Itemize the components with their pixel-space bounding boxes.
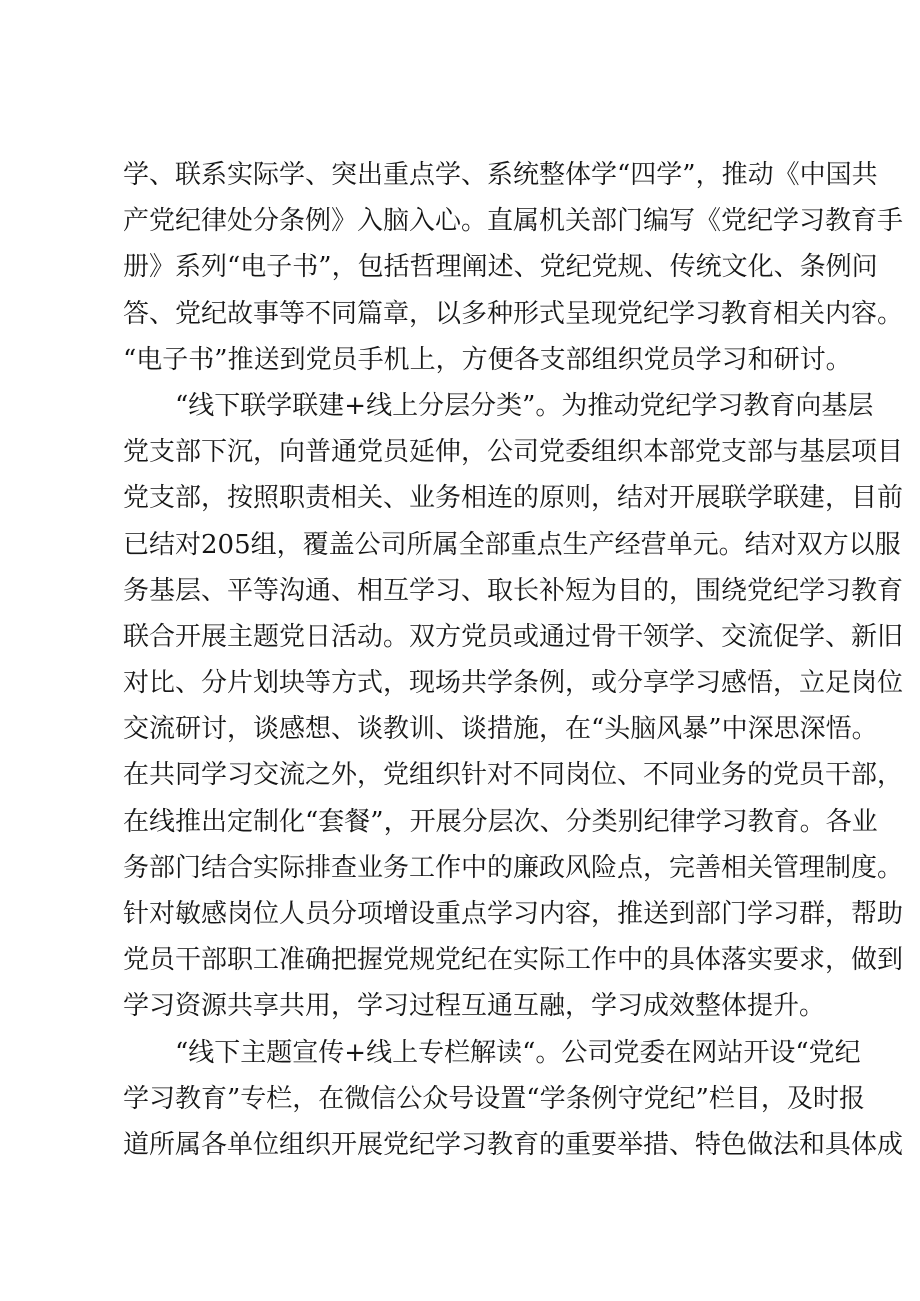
text-line: “线下联学联建+线上分层分类”。为推动党纪学习教育向基层 bbox=[175, 390, 874, 421]
text-line: 已结对205组，覆盖公司所属全部重点生产经营单元。结对双方以服 bbox=[123, 529, 901, 560]
text-line: 针对敏感岗位人员分项增设重点学习内容，推送到部门学习群，帮助 bbox=[123, 899, 904, 929]
text-line: 交流研讨，谈感想、谈教训、谈措施，在“头脑风暴”中深思深悟。 bbox=[123, 714, 878, 745]
text-line: 册》系列“电子书”，包括哲理阐述、党纪党规、传统文化、条例问 bbox=[123, 252, 878, 283]
text-line: 务基层、平等沟通、相互学习、取长补短为目的，围绕党纪学习教育 bbox=[123, 575, 904, 606]
text-line: 务部门结合实际排查业务工作中的廉政风险点，完善相关管理制度。 bbox=[123, 852, 904, 883]
document-body bbox=[123, 152, 904, 1168]
text-line: 产党纪律处分条例》入脑入心。直属机关部门编写《党纪学习教育手 bbox=[123, 206, 904, 237]
text-line: 党支部下沉，向普通党员延伸，公司党委组织本部党支部与基层项目 bbox=[123, 437, 904, 468]
text-line: “线下主题宣传+线上专栏解读“。公司党委在网站开设“党纪 bbox=[175, 1037, 861, 1068]
text-line: 在线推出定制化“套餐”，开展分层次、分类别纪律学习教育。各业 bbox=[123, 806, 878, 837]
text-line: 党支部，按照职责相关、业务相连的原则，结对开展联学联建，目前 bbox=[123, 483, 904, 514]
paragraph-2 bbox=[123, 383, 904, 1030]
text-line: 道所属各单位组织开展党纪学习教育的重要举措、特色做法和具体成 bbox=[123, 1129, 904, 1160]
text-line: 在共同学习交流之外，党组织针对不同岗位、不同业务的党员干部， bbox=[123, 760, 904, 791]
text-line: 对比、分片划块等方式，现场共学条例，或分享学习感悟，立足岗位 bbox=[123, 668, 904, 699]
paragraph-3 bbox=[123, 1030, 904, 1169]
text-line: 联合开展主题党日活动。双方党员或通过骨干领学、交流促学、新旧 bbox=[123, 621, 904, 652]
text-line: 学习教育”专栏，在微信公众号设置“学条例守党纪”栏目，及时报 bbox=[123, 1083, 865, 1114]
text-line: 答、党纪故事等不同篇章，以多种形式呈现党纪学习教育相关内容。 bbox=[123, 298, 904, 329]
text-line: 学习资源共享共用，学习过程互通互融，学习成效整体提升。 bbox=[123, 991, 826, 1022]
text-line: “电子书”推送到党员手机上，方便各支部组织党员学习和研讨。 bbox=[123, 344, 852, 375]
text-line: 学、联系实际学、突出重点学、系统整体学“四学”，推动《中国共 bbox=[123, 160, 878, 190]
paragraph-1 bbox=[123, 152, 904, 383]
text-line: 党员干部职工准确把握党规党纪在实际工作中的具体落实要求，做到 bbox=[123, 945, 904, 976]
